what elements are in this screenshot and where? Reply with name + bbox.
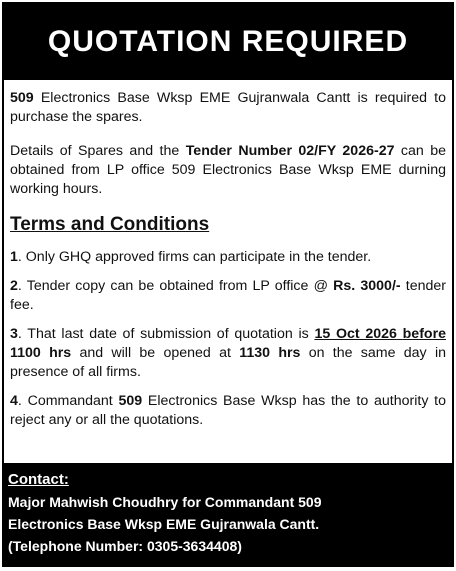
term-item-2 <box>10 277 446 315</box>
intro-text: Electronics Base Wksp EME Gujranwala Cantt is required to purchase the spares. <box>10 90 446 125</box>
notice-body <box>4 80 452 430</box>
contact-line-2: Electronics Base Wksp EME Gujranwala Cantt. <box>8 516 320 532</box>
contact-line-1: Major Mahwish Choudhry for Commandant 509 <box>8 494 322 510</box>
contact-heading: Contact: <box>8 471 69 488</box>
term-number: 1 <box>10 249 18 265</box>
term-text: . Only GHQ approved firms can participate in the tender. <box>17 249 372 265</box>
contact-phone: (Telephone Number: 0305-3634408) <box>8 538 242 554</box>
details-text-1: Details of Spares and the <box>10 143 186 159</box>
tender-number: Tender Number 02/FY 2026-27 <box>185 143 395 159</box>
term-text: . Commandant <box>17 393 119 409</box>
term-text: on the same day in presence of all firms. <box>10 345 446 380</box>
before-word: before <box>402 326 446 342</box>
notice-header <box>4 4 452 80</box>
quotation-notice <box>2 2 454 567</box>
contact-box <box>4 463 452 565</box>
term-item-3 <box>10 325 446 382</box>
term-number: 4 <box>10 393 18 409</box>
term-number: 3 <box>10 326 18 342</box>
terms-heading: Terms and Conditions <box>10 214 210 235</box>
term-item-4 <box>10 392 446 430</box>
submission-date: 15 Oct 2026 <box>314 326 397 342</box>
term-unit: 509 <box>118 393 143 409</box>
opening-time: 1130 hrs <box>239 345 301 361</box>
term-text: . That last date of submission of quotation is <box>17 326 315 342</box>
details-text-2: can be obtained from LP office 509 Electronics Base Wksp EME durning working hours. <box>10 143 446 197</box>
term-text: and will be opened at <box>71 345 240 361</box>
intro-paragraph <box>10 89 446 127</box>
tender-fee: Rs. 3000/- <box>333 278 401 294</box>
term-text: . Tender copy can be obtained from LP office @ <box>17 278 334 294</box>
details-paragraph <box>10 142 446 199</box>
term-text: tender fee. <box>10 278 446 313</box>
intro-unit: 509 <box>10 90 34 106</box>
term-item-1 <box>10 248 446 267</box>
notice-title: QUOTATION REQUIRED <box>47 25 409 58</box>
submission-time: 1100 hrs <box>10 345 72 361</box>
term-number: 2 <box>10 278 18 294</box>
term-text: Electronics Base Wksp has the to authority to reject any or all the quotations. <box>10 393 446 428</box>
